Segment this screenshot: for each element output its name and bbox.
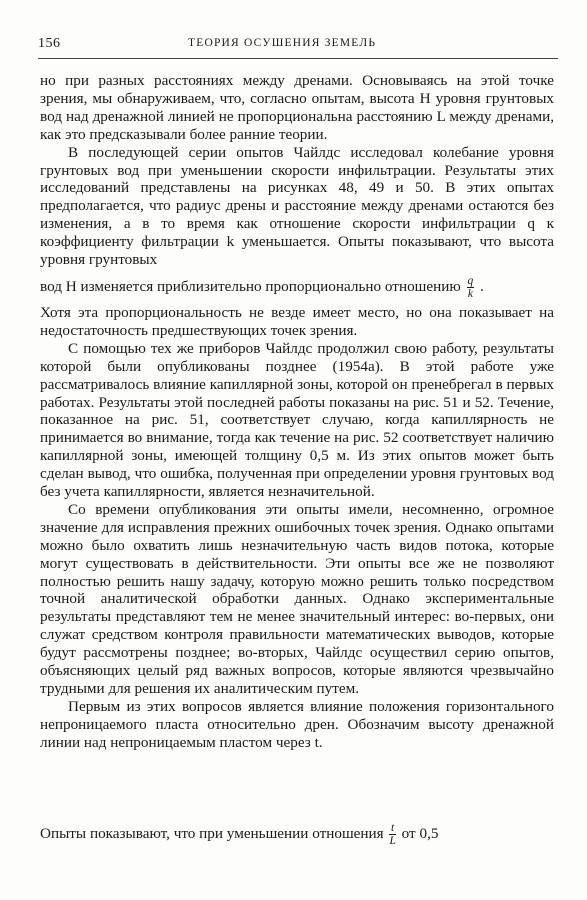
formula-prefix: вод H изменяется приблизительно пропорционально отношению [40,277,461,295]
page-header [38,36,558,58]
fraction-q-over-k [467,275,475,300]
paragraph-5: Первым из этих вопросов является влияние положения горизонтального непроницаемого пласта относительно дрен. Обозначим высоту дренажной линии над непроницаемым пластом через t. [40,697,554,751]
paragraph-3: С помощью тех же приборов Чайлдс продолжил свою работу, результаты которой были опубликованы позднее (1954а). В этой работе уже рассматривалось влияние капиллярной зоны, которой он пренебрегал в первых работах. Результаты этой последней работы показаны на рис. 51 и 52. Течение, показанное на рис. 51, соответствует случаю, когда капиллярность не принимается во внимание, тогда как течение на рис. 52 соответствует наличию капиллярной зоны, имеющей толщину 0,5 м. Из этих опытов может быть сделан вывод, что ошибка, полученная при определении уровня грунтовых вод без учета капиллярности, является незначительной. [40,339,554,501]
fraction-denominator: L [389,835,396,847]
formula-suffix: . [480,277,484,295]
fraction-t-over-l [389,822,395,847]
paragraph-6-suffix: от 0,5 [401,824,439,842]
paragraph-6-prefix: Опыты показывают, что при уменьшении отношения [40,824,384,842]
paragraph-2-formula-line [40,275,554,300]
running-title: ТЕОРИЯ ОСУШЕНИЯ ЗЕМЕЛЬ [188,37,377,49]
paragraph-1: но при разных расстояниях между дренами. Основываясь на этой точке зрения, мы обнаруживаем, что, согласно опытам, высота H уровня грунтовых вод над дренажной линией не пропорциональна расстоянию L между дренами, как это предсказывали более ранние теории. [40,72,554,143]
paragraph-2: В последующей серии опытов Чайлдс исследовал колебание уровня грунтовых вод при уменьшении скорости инфильтрации. Результаты этих исследований представлены на рисунках 48, 49 и 50. В этих опытах предполагается, что радиус дрены и расстояние между дренами остаются без изменения, а в то время как отношение скорости инфильтрации q к коэффициенту фильтрации k уменьшается. Опыты показывают, что высота уровня грунтовых [40,143,554,269]
paragraph-4: Со времени опубликования эти опыты имели, несомненно, огромное значение для исправления прежних ошибочных точек зрения. Однако опытами можно было охватить лишь незначительную часть видов потока, которые могут существовать в действительности. Эти опыты все же не позволяют полностью решить нашу задачу, которую можно решить только посредством точной аналитической обработки данных. Однако экспериментальные результаты представляют тем не менее значительный интерес: во-первых, они служат средством контроля правильности математических выводов, которые будут рассмотрены позднее; во-вторых, Чайлдс осуществил серию опытов, объясняющих целый ряд важных вопросов, которые являются чрезвычайно трудными для решения их аналитическим путем. [40,500,554,697]
fraction-numerator: q [467,274,474,287]
fraction-numerator: t [391,822,395,834]
body-text [40,72,554,752]
paragraph-6-line [40,822,554,847]
fraction-denominator: k [467,287,473,300]
header-rule [38,58,558,59]
page-number: 156 [38,36,61,51]
paragraph-2-tail: Хотя эта пропорциональность не везде имеет место, но она показывает на недостаточность предшествующих точек зрения. [40,303,554,339]
